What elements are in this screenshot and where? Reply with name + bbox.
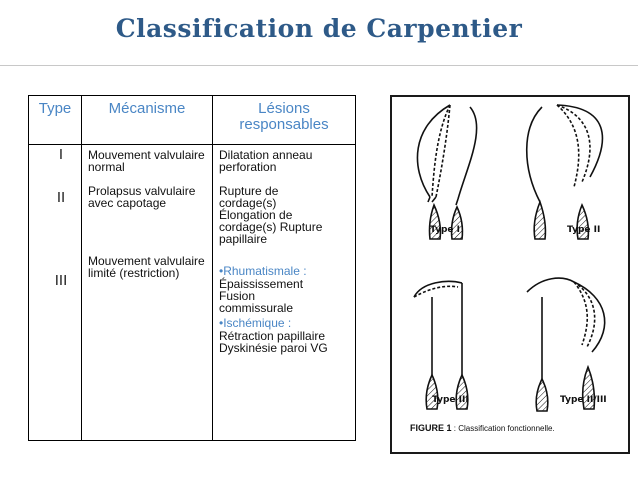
valve-type-ii-iii [527, 278, 605, 411]
figure-caption-text: : Classification fonctionnelle. [453, 424, 555, 433]
type-2: II [56, 189, 66, 206]
mecanisme-column [82, 145, 213, 441]
mecanisme-1: Mouvement valvulaire normal [88, 148, 205, 174]
mecanisme-3: Mouvement valvulaire limité (restriction) [88, 254, 205, 280]
table-row [29, 145, 356, 441]
lesion-rhumatismale: Épaississement Fusion commissurale [219, 277, 304, 315]
lesion-ischemique-label: •Ischémique : [219, 316, 292, 330]
header-type: Type [29, 96, 82, 145]
type-column [29, 145, 82, 441]
figure-label-type-iii: Type III [432, 395, 469, 405]
valve-type-ii [527, 105, 603, 239]
carpentier-figure [390, 95, 630, 454]
page-title: Classification de Carpentier [115, 14, 523, 43]
figure-label-type-ii: Type II [567, 225, 601, 235]
table-header-row [29, 96, 356, 145]
figure-caption-bold: FIGURE 1 [410, 423, 452, 433]
type-1: I [58, 146, 64, 163]
lesion-1: Dilatation anneau perforation [219, 148, 313, 174]
type-3: III [54, 272, 68, 289]
lesions-column [213, 145, 356, 441]
valve-type-iii [414, 281, 468, 409]
classification-table [28, 95, 356, 441]
lesion-rhumatismale-label: •Rhumatismale : [219, 264, 307, 278]
lesion-ischemique: Rétraction papillaire Dyskinésie paroi VG [219, 329, 328, 355]
figure-label-type-i: Type I [430, 225, 460, 235]
title-divider [0, 65, 638, 66]
mecanisme-2: Prolapsus valvulaire avec capotage [88, 184, 196, 210]
figure-caption [410, 423, 555, 433]
lesion-2: Rupture de cordage(s) Élongation de cordage(s) Rupture papillaire [219, 184, 323, 246]
figure-label-type-ii-iii: Type II/III [560, 395, 607, 405]
header-lesions: Lésions responsables [213, 96, 356, 145]
valve-type-i [417, 105, 476, 239]
header-mecanisme: Mécanisme [82, 96, 213, 145]
